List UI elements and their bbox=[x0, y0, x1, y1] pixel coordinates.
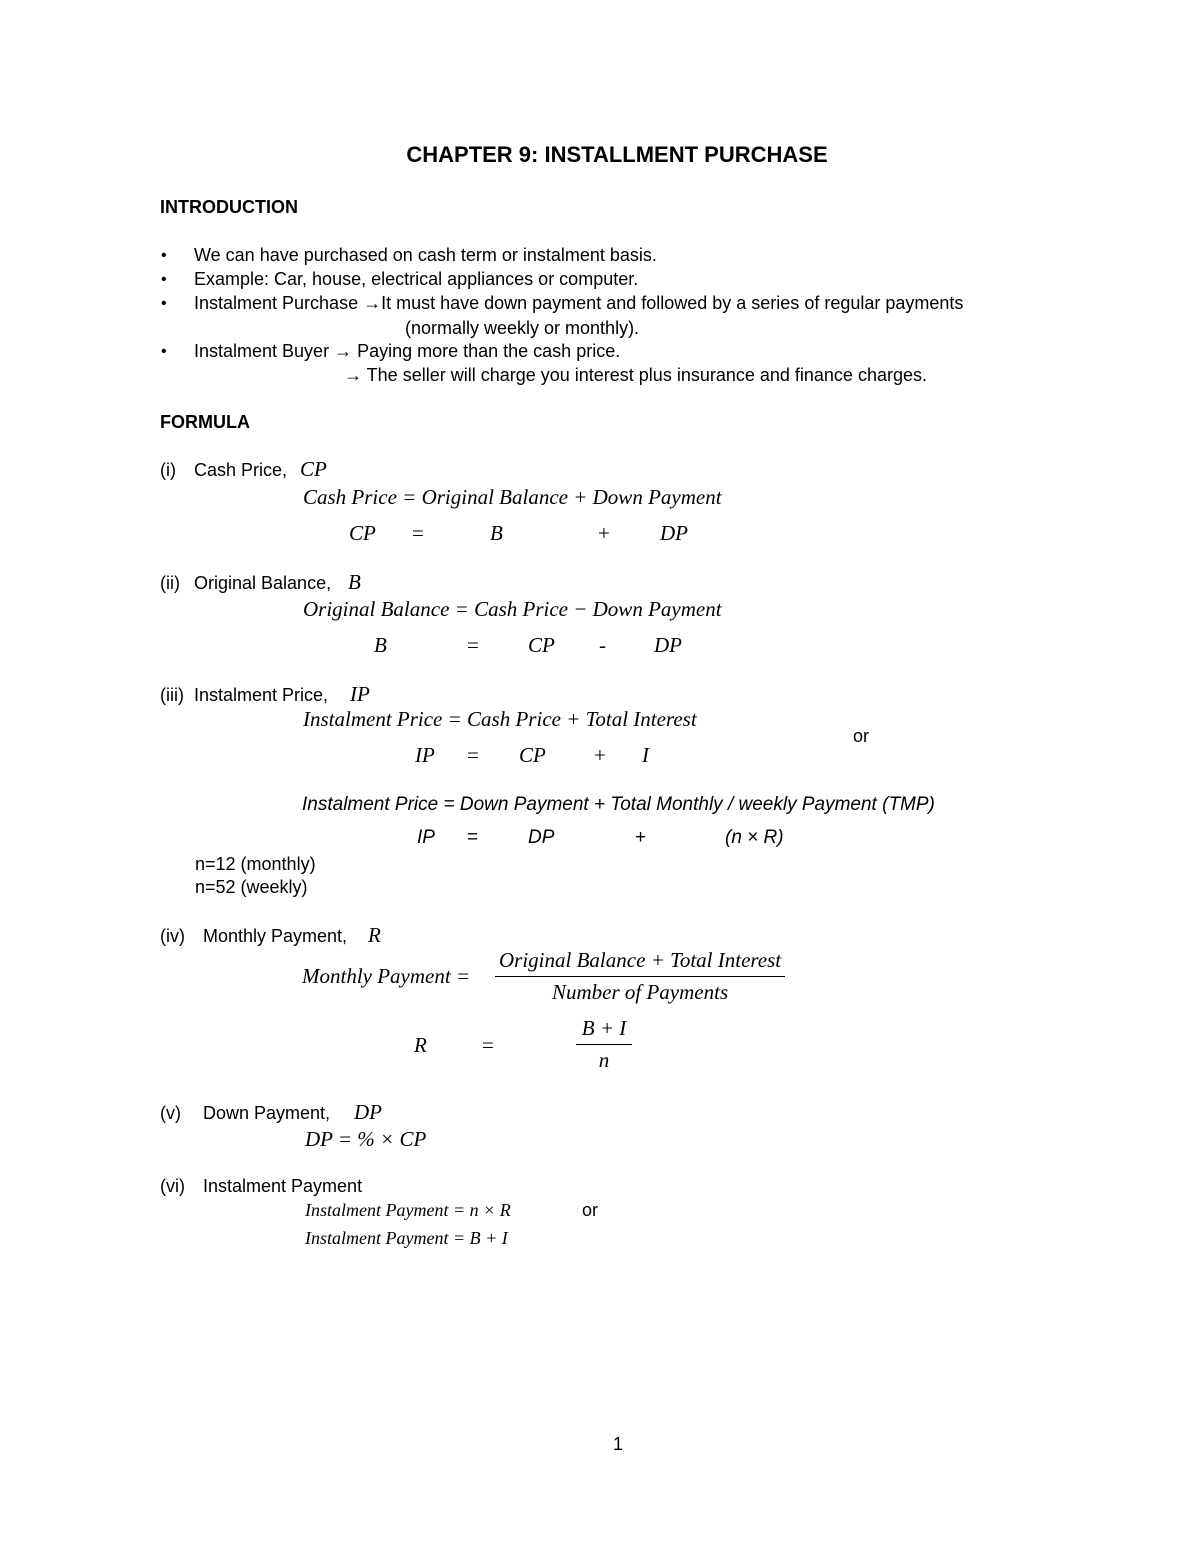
formula-label-vi: (vi) bbox=[160, 1176, 185, 1196]
short-term: DP bbox=[654, 633, 682, 657]
short-operator: + bbox=[594, 743, 606, 767]
intro-bullet-4: Instalment Buyer → Paying more than the cash price. bbox=[194, 341, 621, 361]
equation-monthly-payment-lhs: Monthly Payment = bbox=[302, 964, 471, 988]
short-term: IP bbox=[415, 743, 435, 767]
formula-label-i: (i) bbox=[160, 460, 176, 480]
formula-name-original-balance: Original Balance, bbox=[194, 573, 332, 593]
bullet-icon: • bbox=[161, 247, 167, 264]
formula-name-instalment-price: Instalment Price, bbox=[194, 685, 329, 705]
or-text: or bbox=[582, 1200, 599, 1220]
fraction-monthly-payment bbox=[495, 948, 785, 1005]
short-operator: + bbox=[635, 827, 647, 848]
short-term: B bbox=[490, 521, 503, 545]
short-term: IP bbox=[417, 827, 435, 848]
intro-bullet-3: Instalment Purchase →It must have down payment and followed by a series of regular payments bbox=[194, 293, 964, 313]
intro-bullet-2: Example: Car, house, electrical appliances or computer. bbox=[194, 269, 639, 289]
intro-bullet-1: We can have purchased on cash term or instalment basis. bbox=[194, 245, 657, 265]
note-monthly: n=12 (monthly) bbox=[195, 854, 316, 874]
numerator: B + I bbox=[576, 1016, 632, 1045]
formula-name-cash-price: Cash Price, bbox=[194, 460, 288, 480]
short-operator: = bbox=[467, 827, 479, 848]
short-term: R bbox=[414, 1033, 427, 1057]
formula-name-instalment-payment: Instalment Payment bbox=[203, 1176, 363, 1196]
equation-instalment-payment: Instalment Payment = n × R bbox=[305, 1200, 511, 1220]
formula-name-down-payment: Down Payment, bbox=[203, 1103, 331, 1123]
denominator: Number of Payments bbox=[551, 980, 729, 1004]
equation-original-balance: Original Balance = Cash Price − Down Payment bbox=[303, 597, 722, 621]
short-operator: - bbox=[599, 633, 606, 657]
denominator: n bbox=[598, 1048, 610, 1072]
bullet-icon: • bbox=[161, 343, 167, 360]
numerator: Original Balance + Total Interest bbox=[495, 948, 785, 977]
formula-name-monthly-payment: Monthly Payment, bbox=[203, 926, 348, 946]
equation-down-payment: DP = % × CP bbox=[305, 1127, 427, 1151]
short-operator: = bbox=[412, 521, 424, 545]
short-operator: = bbox=[467, 633, 479, 657]
short-operator: = bbox=[482, 1033, 494, 1057]
symbol-dp: DP bbox=[354, 1100, 382, 1124]
short-term: B bbox=[374, 633, 387, 657]
intro-bullet-3-continued: (normally weekly or monthly). bbox=[405, 318, 640, 338]
fraction-r bbox=[576, 1016, 632, 1073]
short-term: CP bbox=[519, 743, 546, 767]
bullet-icon: • bbox=[161, 271, 167, 288]
formula-heading: FORMULA bbox=[160, 412, 250, 432]
short-term: DP bbox=[528, 827, 555, 848]
introduction-heading: INTRODUCTION bbox=[160, 197, 298, 217]
formula-label-v: (v) bbox=[160, 1103, 181, 1123]
short-term: CP bbox=[528, 633, 555, 657]
short-term: CP bbox=[349, 521, 376, 545]
short-term: (n × R) bbox=[725, 827, 784, 848]
symbol-cp: CP bbox=[300, 457, 327, 481]
short-operator: = bbox=[467, 743, 479, 767]
equation-instalment-payment-alt: Instalment Payment = B + I bbox=[305, 1228, 508, 1248]
equation-cash-price: Cash Price = Original Balance + Down Payment bbox=[303, 485, 722, 509]
formula-label-iv: (iv) bbox=[160, 926, 185, 946]
intro-bullet-4-continued: → The seller will charge you interest plus insurance and finance charges. bbox=[344, 365, 927, 385]
page-title: CHAPTER 9: INSTALLMENT PURCHASE bbox=[406, 142, 828, 167]
short-term: DP bbox=[660, 521, 688, 545]
symbol-r: R bbox=[368, 923, 381, 947]
short-operator: + bbox=[598, 521, 610, 545]
or-text: or bbox=[853, 726, 870, 746]
symbol-ip: IP bbox=[350, 682, 370, 706]
equation-instalment-price-alt: Instalment Price = Down Payment + Total Monthly / weekly Payment (TMP) bbox=[302, 794, 935, 815]
formula-label-iii: (iii) bbox=[160, 685, 184, 705]
short-term: I bbox=[642, 743, 649, 767]
symbol-b: B bbox=[348, 570, 361, 594]
note-weekly: n=52 (weekly) bbox=[195, 877, 308, 897]
bullet-icon: • bbox=[161, 295, 167, 312]
formula-label-ii: (ii) bbox=[160, 573, 180, 593]
page-number: 1 bbox=[613, 1434, 624, 1454]
equation-instalment-price: Instalment Price = Cash Price + Total Interest bbox=[303, 707, 697, 731]
